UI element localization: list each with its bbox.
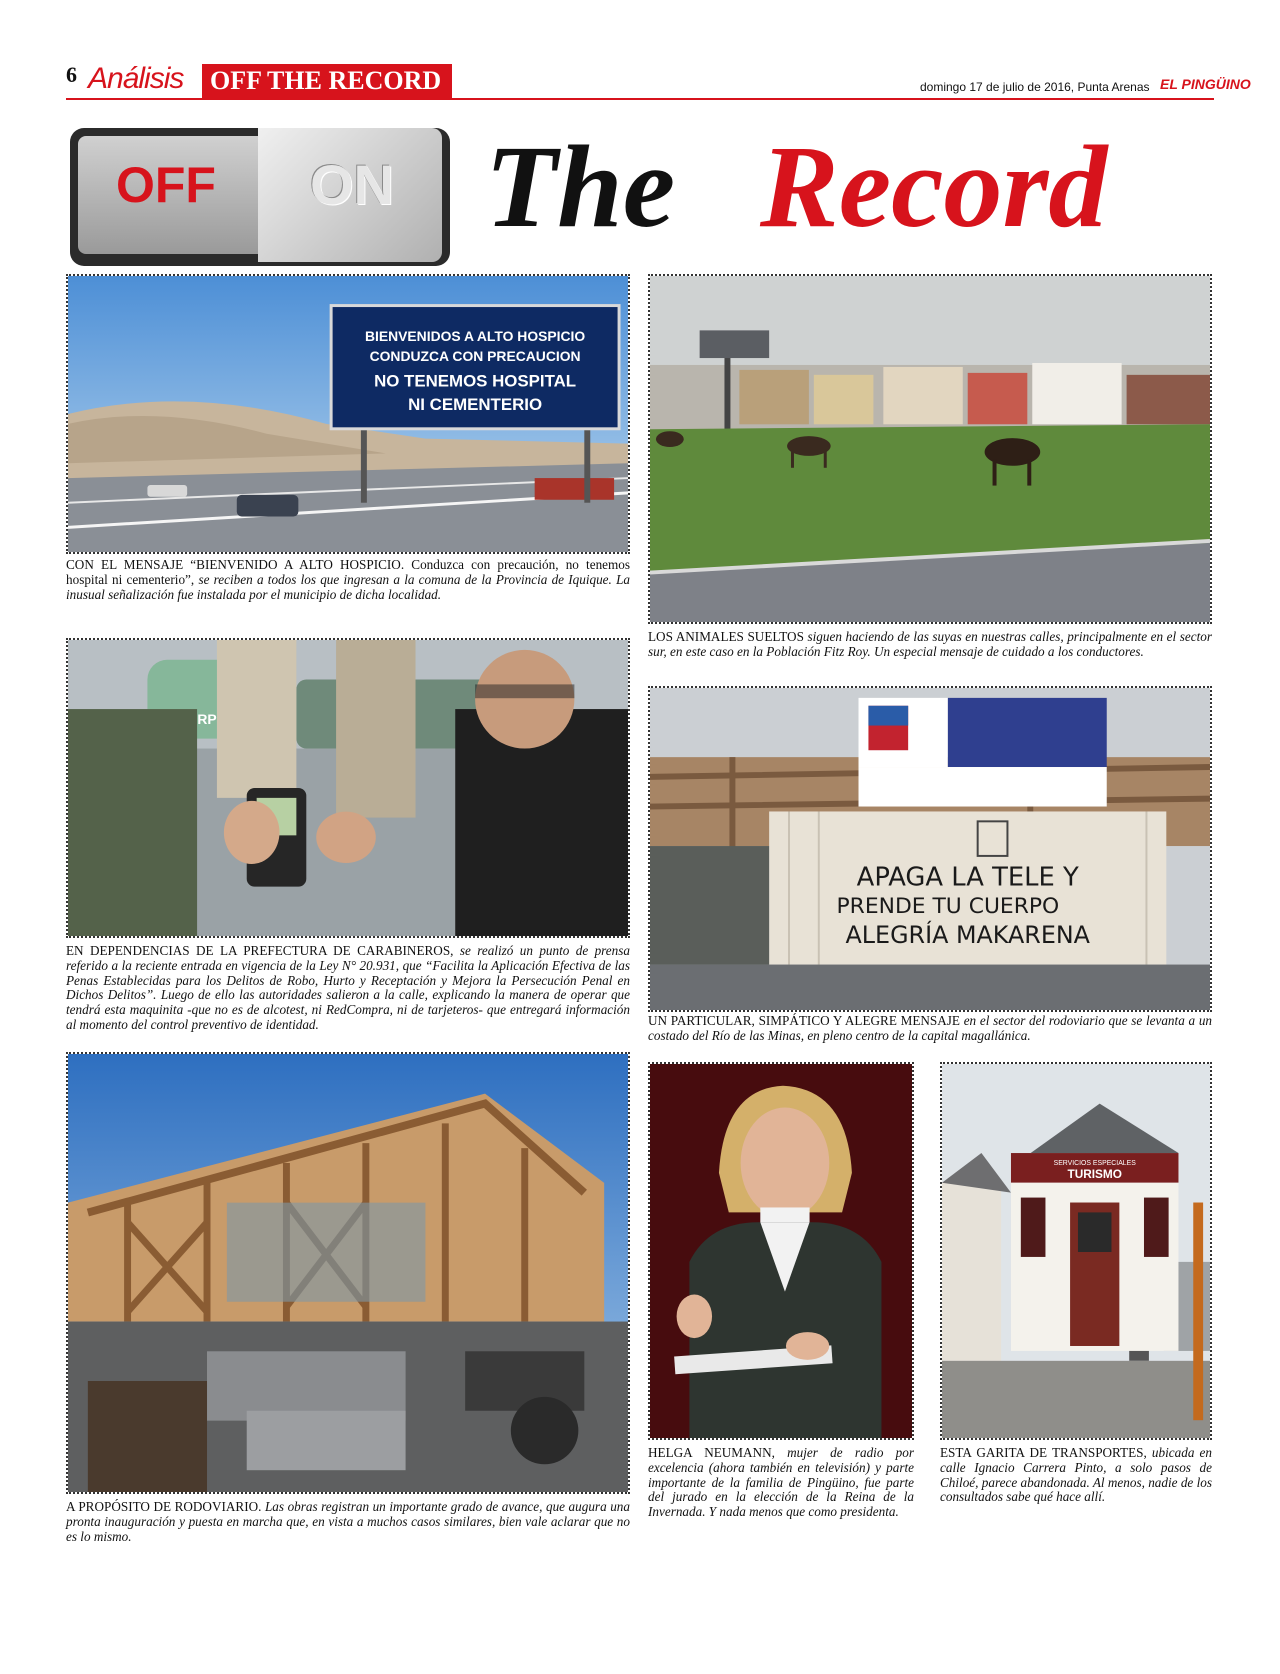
date-place: domingo 17 de julio de 2016, Punta Arenas [920, 80, 1150, 94]
caption-lead: ESTA GARITA DE TRANSPORTES, [940, 1445, 1147, 1460]
caption-particular [648, 1014, 1212, 1044]
sign-line-3: NO TENEMOS HOSPITAL [374, 371, 577, 391]
caption-body: siguen haciendo de las suyas en nuestras calles, principalmente en el sector sur, en este caso en la Población Fitz Roy. Un especial mensaje de cuidado a los conductores. [648, 629, 1212, 659]
caption-alto-hospicio [66, 558, 630, 602]
photo-loose-horses [648, 274, 1212, 624]
photo-rodoviario-construction [66, 1052, 630, 1494]
caption-lead: UN PARTICULAR, SIMPÁTICO Y ALEGRE MENSAJE [648, 1013, 960, 1028]
switch-on-label: ON [310, 153, 394, 216]
caption-body: en el sector del rodoviario que se levanta a un costado del Río de las Minas, en pleno centro de la capital magallánica. [648, 1013, 1213, 1043]
caption-rodoviario [66, 1500, 630, 1544]
graffiti-line-2: PRENDE TU CUERPO [836, 894, 1060, 920]
caption-lead: A PROPÓSITO DE RODOVIARIO. [66, 1499, 262, 1514]
caption-garita [940, 1446, 1212, 1505]
subsection-label: OFF THE RECORD [202, 64, 452, 98]
caption-lead: CON EL MENSAJE “BIENVENIDO A ALTO HOSPICIO. Conduzca con precaución, no tenemos hospital ni cementerio”, [66, 557, 630, 587]
police-plate-text: RP [197, 710, 217, 727]
sign-line-4: NI CEMENTERIO [408, 395, 543, 415]
kiosk-sign-big: TURISMO [1067, 1166, 1122, 1181]
caption-helga [648, 1446, 914, 1520]
caption-body: mujer de radio por excelencia (ahora también en televisión) y parte importante de la familia de Pingüino, fue parte del jurado en la elección de la Reina de la Invernada. Y nada menos que como presidenta. [648, 1445, 914, 1520]
sign-line-1: BIENVENIDOS A ALTO HOSPICIO [364, 328, 586, 345]
photo-alto-hospicio-sign [66, 274, 630, 554]
caption-carabineros [66, 944, 630, 1033]
page-title-the: The [485, 121, 676, 252]
off-on-switch-graphic [70, 128, 450, 266]
header-rule [66, 98, 1214, 100]
switch-off-label: OFF [116, 157, 216, 213]
sign-line-2: CONDUZCA CON PRECAUCION [369, 347, 581, 364]
caption-body: se reciben a todos los que ingresan a la comuna de la Provincia de Iquique. La inusual señalización fue instalada por el municipio de dicha localidad. [66, 571, 630, 602]
caption-lead: HELGA NEUMANN, [648, 1445, 775, 1460]
caption-body: ubicada en calle Ignacio Carrera Pinto, a solo pasos de Chiloé, parece abandonada. Al menos, nadie de los consultados sabe qué hace allí. [940, 1445, 1212, 1505]
caption-lead: EN DEPENDENCIAS DE LA PREFECTURA DE CARABINEROS, [66, 943, 454, 958]
graffiti-line-1: APAGA LA TELE Y [856, 862, 1079, 893]
section-label: Análisis [88, 62, 184, 95]
photo-carabineros-device [66, 638, 630, 938]
caption-lead: LOS ANIMALES SUELTOS [648, 629, 804, 644]
caption-animales [648, 630, 1212, 660]
photo-helga-neumann [648, 1062, 914, 1440]
page-number: 6 [66, 62, 77, 87]
caption-body: se realizó un punto de prensa referido a la reciente entrada en vigencia de la Ley N° 20.931, que “Facilita la Aplicación Efectiva de las Penas Establecidas para los Delitos de Robo, Hurto y Receptación y Mejora la Persecución Penal en Dichos Delitos”. Luego de ello las autoridades salieron a la calle, explicando la manera de operar que tendrá esta maquinita -que no es de alcotest, ni RedCompra, ni de tarjeteros- que entregará información al momento del control preventivo de identidad. [66, 943, 630, 1032]
newspaper-logo: EL PINGÜINO [1160, 76, 1251, 92]
caption-body: Las obras registran un importante grado de avance, que augura una pronta inauguración y puesta en marcha que, en vista a muchos casos similares, bien vale aclarar que no es lo mismo. [66, 1499, 630, 1544]
photo-garita-kiosk [940, 1062, 1212, 1440]
kiosk-sign-small: SERVICIOS ESPECIALES [1053, 1159, 1136, 1167]
photo-graffiti-container [648, 686, 1212, 1012]
graffiti-line-3: ALEGRÍA MAKARENA [845, 920, 1090, 949]
page-title-record: Record [760, 121, 1108, 252]
